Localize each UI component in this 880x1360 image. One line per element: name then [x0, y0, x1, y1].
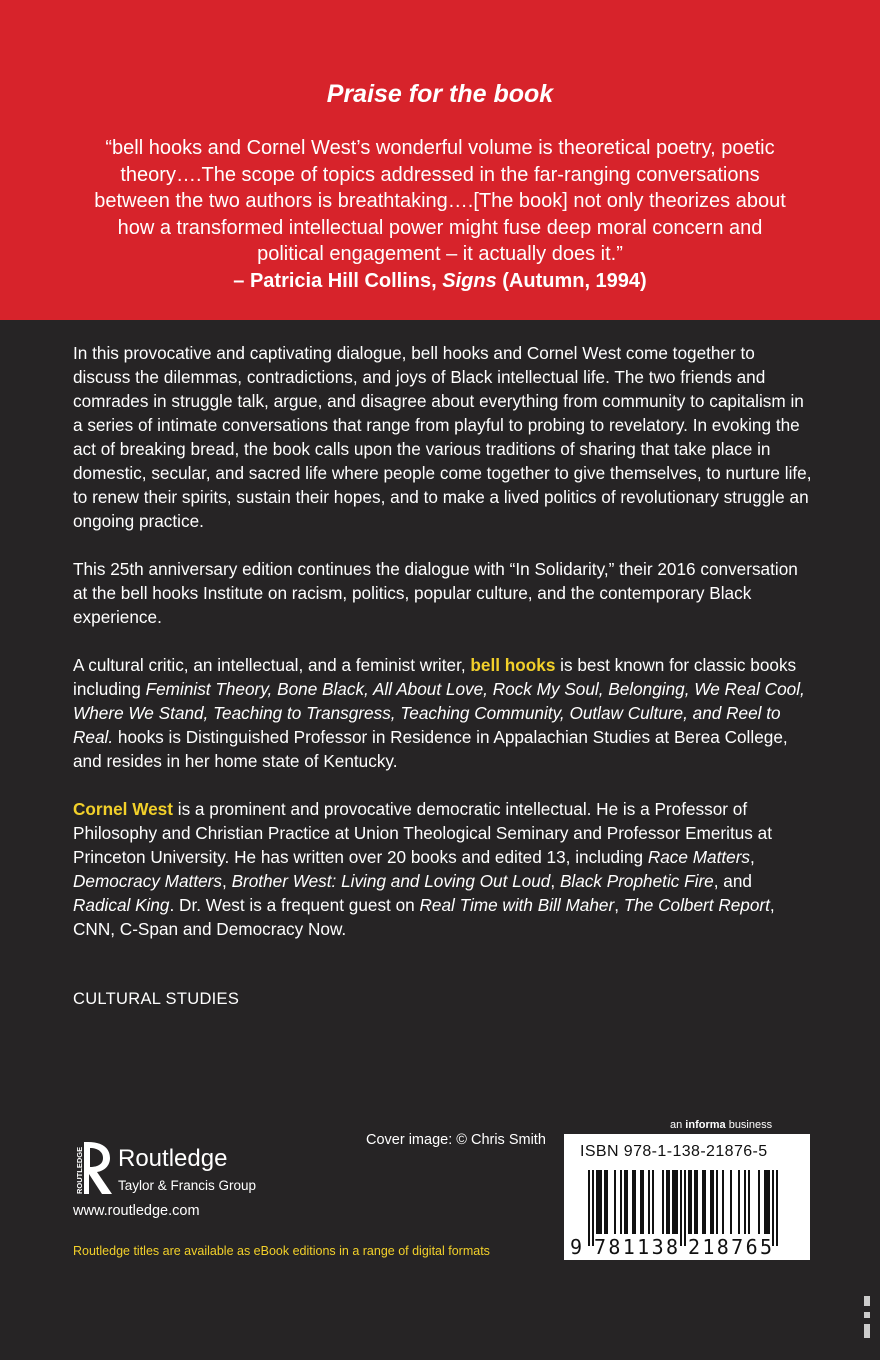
barcode-bar — [730, 1170, 732, 1234]
barcode-bar — [766, 1170, 768, 1234]
praise-attribution: – Patricia Hill Collins, Signs (Autumn, 1994) — [233, 270, 647, 292]
barcode-bar — [666, 1170, 668, 1234]
praise-banner — [0, 0, 880, 320]
barcode-bar — [716, 1170, 718, 1234]
svg-text:ROUTLEDGE: ROUTLEDGE — [75, 1146, 84, 1194]
praise-quote: “bell hooks and Cornel West’s wonderful volume is theoretical poetry, poetic theory….The scope of topics addressed in the far-ranging conversations between the two authors is breathtaking….[The book] not only theorizes about how a transformed intellectual power might fuse deep moral concern and political engagement – it actually does it.” — [94, 137, 786, 265]
barcode-bar — [652, 1170, 654, 1234]
barcode-bar — [690, 1170, 692, 1234]
barcode-bar — [620, 1170, 622, 1234]
barcode-bar — [696, 1170, 698, 1234]
barcode-bar — [694, 1170, 696, 1234]
barcode-bar — [688, 1170, 690, 1234]
barcode-bar — [772, 1170, 774, 1246]
barcode-bar — [668, 1170, 670, 1234]
description-paragraph-2: This 25th anniversary edition continues the dialogue with “In Solidarity,” their 2016 conversation at the bell hooks Institute on racism, politics, popular culture, and the contemporary Black experience. — [73, 559, 798, 627]
barcode-bar — [738, 1170, 740, 1234]
barcode-bar — [672, 1170, 674, 1234]
barcode-bar — [640, 1170, 642, 1234]
subject-category: CULTURAL STUDIES — [73, 990, 240, 1008]
bio-cornel-west: Cornel West is a prominent and provocative democratic intellectual. He is a Professor of Philosophy and Christian Practice at Union Theological Seminary and Professor Emeritus at Princeton University. He has written over 20 books and edited 13, including Race Matters, Democracy Matters, Brother West: Living and Loving Out Loud, Black Prophetic Fire, and Radical King. Dr. West is a frequent guest on Real Time with Bill Maher, The Colbert Report, CNN, C-Span and Democracy Now. — [73, 799, 775, 939]
barcode-bar — [598, 1170, 600, 1234]
cover-credit: Cover image: © Chris Smith — [366, 1132, 546, 1148]
description-paragraph-1: In this provocative and captivating dialogue, bell hooks and Cornel West come together to discuss the dilemmas, contradictions, and joys of Black intellectual life. The two friends and comrades in struggle talk, argue, and disagree about everything from community to capitalism in a series of intimate conversations that range from playful to probing to revelatory. In evoking the act of breaking bread, the book calls upon the various traditions of sharing that take place in domestic, secular, and sacred life where people come together to give themselves, to nurture life, to renew their spirits, sustain their hopes, and to make a lived politics of revolutionary struggle an ongoing practice. — [73, 343, 812, 531]
barcode-bar — [596, 1170, 598, 1234]
author-name-west: Cornel West — [73, 799, 173, 819]
barcode-bar — [662, 1170, 664, 1234]
barcode-bar — [648, 1170, 650, 1234]
barcode-bar — [604, 1170, 606, 1234]
barcode-bar — [764, 1170, 766, 1234]
barcode-bar — [634, 1170, 636, 1234]
publisher-url[interactable]: www.routledge.com — [73, 1203, 200, 1219]
barcode-bar — [710, 1170, 712, 1234]
barcode-bar — [642, 1170, 644, 1234]
informa-tagline: an informa business — [670, 1119, 773, 1131]
barcode-bar — [674, 1170, 676, 1234]
publisher-group: Taylor & Francis Group — [118, 1178, 257, 1193]
barcode-bar — [614, 1170, 616, 1234]
barcode-bar — [600, 1170, 602, 1234]
bio-bell-hooks: A cultural critic, an intellectual, and a feminist writer, bell hooks is best known for classic books including Feminist Theory, Bone Black, All About Love, Rock My Soul, Belonging, We Real Cool, Where We Stand, Teaching to Transgress, Teaching Community, Outlaw Culture, and Reel to Real. hooks is Distinguished Professor in Residence in Appalachian Studies at Berea College, and resides in her home state of Kentucky. — [73, 655, 805, 771]
isbn-label: ISBN 978-1-138-21876-5 — [580, 1143, 768, 1160]
barcode-right-group: 218765 — [688, 1235, 772, 1259]
publisher-name: Routledge — [118, 1145, 228, 1172]
ebook-note: Routledge titles are available as eBook editions in a range of digital formats — [73, 1244, 490, 1258]
barcode-bar — [748, 1170, 750, 1234]
barcode-bar — [744, 1170, 746, 1234]
barcode-bar — [588, 1170, 590, 1246]
barcode-bar — [758, 1170, 760, 1234]
praise-heading: Praise for the book — [326, 80, 554, 108]
barcode-bar — [676, 1170, 678, 1234]
barcode-bar — [680, 1170, 682, 1246]
barcode-bar — [626, 1170, 628, 1234]
barcode-bar — [606, 1170, 608, 1234]
spine-marks — [862, 1290, 880, 1350]
barcode-first-digit: 9 — [570, 1235, 583, 1259]
barcode-bar — [702, 1170, 704, 1234]
barcode-bar — [632, 1170, 634, 1234]
barcode-left-group: 781138 — [594, 1235, 678, 1259]
barcode-bar — [684, 1170, 686, 1246]
barcode-bar — [768, 1170, 770, 1234]
barcode-box — [564, 1134, 810, 1260]
barcode-bar — [776, 1170, 778, 1246]
barcode-bar — [712, 1170, 714, 1234]
barcode-bar — [722, 1170, 724, 1234]
barcode-bar — [704, 1170, 706, 1234]
author-name-hooks: bell hooks — [470, 655, 556, 675]
barcode-bar — [624, 1170, 626, 1234]
